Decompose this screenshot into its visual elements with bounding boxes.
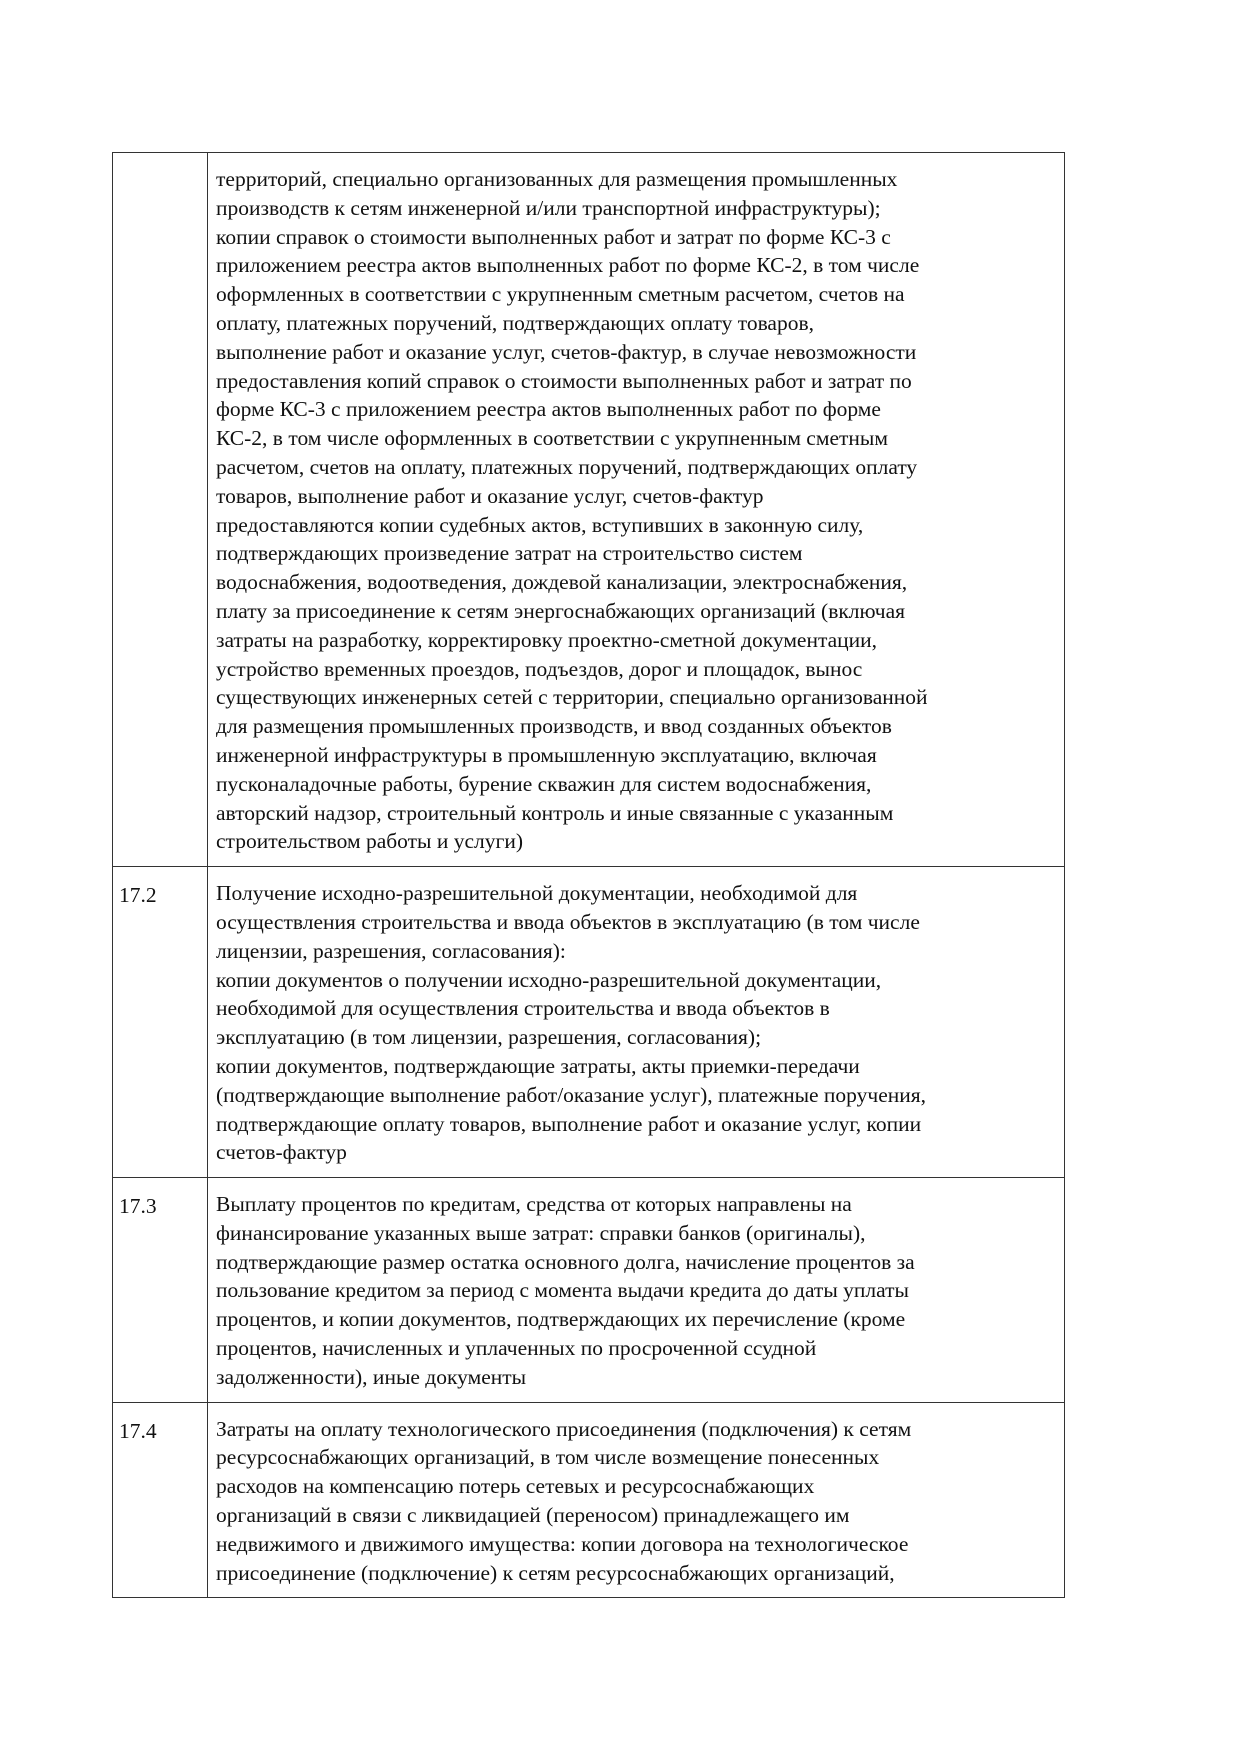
text-line: производств к сетям инженерной и/или транспортной инфраструктуры); bbox=[216, 195, 881, 220]
text-line: копии справок о стоимости выполненных работ и затрат по форме КС-3 с bbox=[216, 224, 891, 249]
table-row bbox=[113, 153, 1065, 867]
text-line: счетов-фактур bbox=[216, 1140, 347, 1165]
text-line: предоставляются копии судебных актов, вступивших в законную силу, bbox=[216, 512, 864, 537]
item-description bbox=[208, 867, 1065, 1178]
text-line: плату за присоединение к сетям энергоснабжающих организаций (включая bbox=[216, 598, 906, 623]
text-line: оформленных в соответствии с укрупненным сметным расчетом, счетов на bbox=[216, 282, 905, 307]
text-line: приложением реестра актов выполненных работ по форме КС-2, в том числе bbox=[216, 253, 920, 278]
item-description bbox=[208, 153, 1065, 867]
text-line: территорий, специально организованных для размещения промышленных bbox=[216, 167, 898, 191]
text-line: пусконаладочные работы, бурение скважин для систем водоснабжения, bbox=[216, 771, 872, 796]
text-line: пользование кредитом за период с момента выдачи кредита до даты уплаты bbox=[216, 1278, 909, 1303]
text-line: выполнение работ и оказание услуг, счетов-фактур, в случае невозможности bbox=[216, 339, 917, 364]
item-number: 17.3 bbox=[113, 1178, 208, 1403]
text-line: финансирование указанных выше затрат: справки банков (оригиналы), bbox=[216, 1220, 866, 1245]
document-table bbox=[112, 152, 1065, 1598]
text-line: устройство временных проездов, подъездов, дорог и площадок, вынос bbox=[216, 656, 863, 681]
text-line: существующих инженерных сетей с территории, специально организованной bbox=[216, 685, 928, 710]
text-line: предоставления копий справок о стоимости выполненных работ и затрат по bbox=[216, 368, 912, 393]
table-row bbox=[113, 867, 1065, 1178]
text-line: ресурсоснабжающих организаций, в том числе возмещение понесенных bbox=[216, 1445, 880, 1470]
item-number bbox=[113, 153, 208, 867]
text-line: подтверждающие оплату товаров, выполнение работ и оказание услуг, копии bbox=[216, 1111, 922, 1136]
item-number: 17.2 bbox=[113, 867, 208, 1178]
text-line: процентов, и копии документов, подтверждающих их перечисление (кроме bbox=[216, 1307, 906, 1332]
text-line: Затраты на оплату технологического присоединения (подключения) к сетям bbox=[216, 1416, 912, 1441]
table-row bbox=[113, 1402, 1065, 1598]
text-line: недвижимого и движимого имущества: копии договора на технологическое bbox=[216, 1531, 909, 1556]
text-line: форме КС-3 с приложением реестра актов выполненных работ по форме bbox=[216, 397, 881, 422]
text-line: строительством работы и услуги) bbox=[216, 829, 523, 854]
text-line: процентов, начисленных и уплаченных по просроченной ссудной bbox=[216, 1336, 817, 1361]
text-line: водоснабжения, водоотведения, дождевой канализации, электроснабжения, bbox=[216, 570, 908, 595]
text-line: расходов на компенсацию потерь сетевых и ресурсоснабжающих bbox=[216, 1474, 815, 1499]
text-line: авторский надзор, строительный контроль и иные связанные с указанным bbox=[216, 800, 894, 825]
text-line: осуществления строительства и ввода объектов в эксплуатацию (в том числе bbox=[216, 909, 920, 934]
text-line: подтверждающих произведение затрат на строительство систем bbox=[216, 541, 803, 566]
text-line: КС-2, в том числе оформленных в соответствии с укрупненным сметным bbox=[216, 426, 888, 451]
text-line: необходимой для осуществления строительства и ввода объектов в bbox=[216, 996, 830, 1021]
text-line: расчетом, счетов на оплату, платежных поручений, подтверждающих оплату bbox=[216, 454, 918, 479]
text-line: организаций в связи с ликвидацией (переносом) принадлежащего им bbox=[216, 1503, 850, 1528]
item-description bbox=[208, 1178, 1065, 1403]
item-number: 17.4 bbox=[113, 1402, 208, 1598]
text-line: копии документов, подтверждающие затраты, акты приемки-передачи bbox=[216, 1053, 860, 1078]
text-line: (подтверждающие выполнение работ/оказание услуг), платежные поручения, bbox=[216, 1082, 927, 1107]
text-line: товаров, выполнение работ и оказание услуг, счетов-фактур bbox=[216, 483, 764, 508]
text-line: эксплуатацию (в том лицензии, разрешения, согласования); bbox=[216, 1025, 762, 1050]
text-line: задолженности), иные документы bbox=[216, 1364, 527, 1389]
text-line: затраты на разработку, корректировку проектно-сметной документации, bbox=[216, 627, 878, 652]
text-line: присоединение (подключение) к сетям ресурсоснабжающих организаций, bbox=[216, 1560, 895, 1585]
text-line: оплату, платежных поручений, подтверждающих оплату товаров, bbox=[216, 310, 815, 335]
text-line: подтверждающие размер остатка основного долга, начисление процентов за bbox=[216, 1249, 915, 1274]
item-description bbox=[208, 1402, 1065, 1598]
text-line: Получение исходно-разрешительной документации, необходимой для bbox=[216, 881, 858, 906]
text-line: копии документов о получении исходно-разрешительной документации, bbox=[216, 967, 882, 992]
text-line: инженерной инфраструктуры в промышленную эксплуатацию, включая bbox=[216, 742, 877, 767]
text-line: для размещения промышленных производств, и ввод созданных объектов bbox=[216, 714, 892, 739]
table-row bbox=[113, 1178, 1065, 1403]
text-line: Выплату процентов по кредитам, средства от которых направлены на bbox=[216, 1192, 852, 1217]
text-line: лицензии, разрешения, согласования): bbox=[216, 938, 566, 963]
